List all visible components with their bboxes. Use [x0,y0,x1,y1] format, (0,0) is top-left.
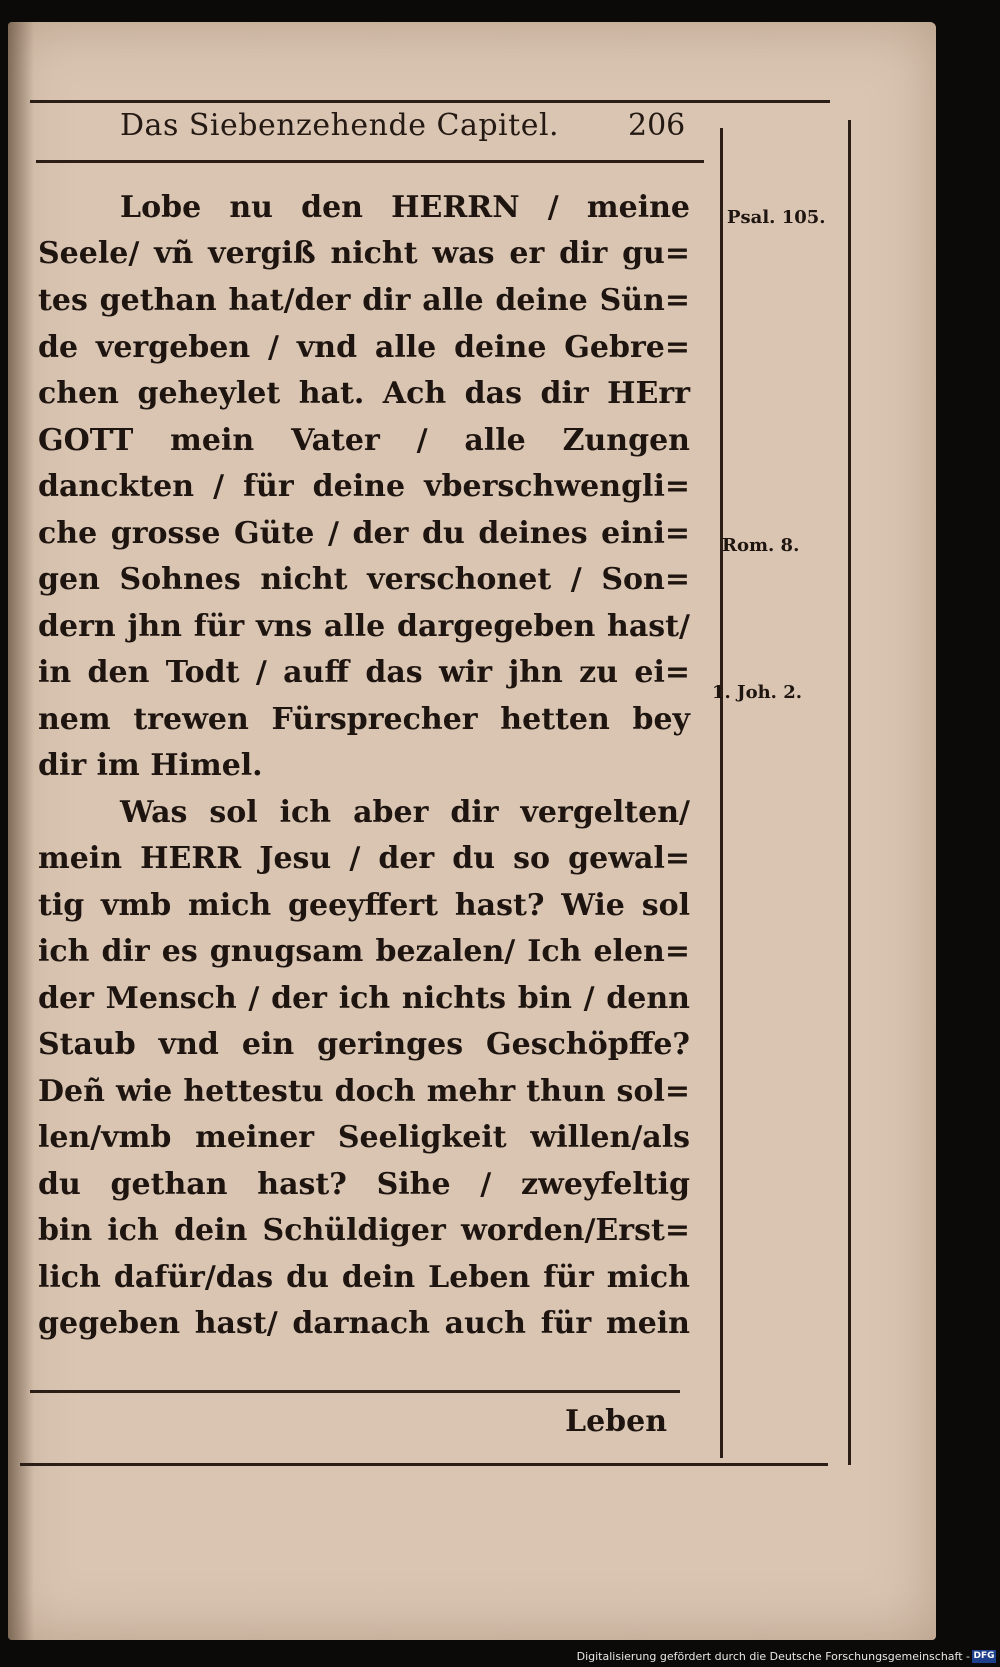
catchword: Leben [565,1404,668,1439]
text-line: GOTT mein Vater / alle Zungen [38,423,690,458]
bottom-frame-rule [20,1463,828,1466]
text-line: dern jhn für vns alle dargegeben hast/ [38,609,690,644]
text-line: nem trewen Fürsprecher hetten bey [38,702,690,737]
text-line: dir im Himel. [38,748,263,783]
page-number: 206 [628,108,686,143]
dfg-logo: DFG [973,1651,995,1661]
text-line: Lobe nu den HERRN / meine [120,190,690,225]
text-line: der Mensch / der ich nichts bin / denn [38,981,690,1016]
header-underline-rule [36,160,704,163]
marginal-reference-romans: Rom. 8. [722,535,800,556]
text-line: ich dir es gnugsam bezalen/ Ich elen= [38,934,690,969]
text-line: mein HERR Jesu / der du so gewal= [38,841,690,876]
digitization-credit: Digitalisierung gefördert durch die Deutsche Forschungsgemeinschaft - [576,1650,970,1663]
text-line: len/vmb meiner Seeligkeit willen/als [38,1120,690,1155]
text-line: in den Todt / auff das wir jhn zu ei= [38,655,690,690]
text-line: de vergeben / vnd alle deine Gebre= [38,330,690,365]
top-frame-rule [30,100,830,103]
column-divider-rule [720,128,723,1458]
text-line: lich dafür/das du dein Leben für mich [38,1260,690,1295]
text-line: Was sol ich aber dir vergelten/ [120,795,690,830]
text-line: bin ich dein Schüldiger worden/Erst= [38,1213,690,1248]
text-line: chen geheylet hat. Ach das dir HErr [38,376,690,411]
text-line: gen Sohnes nicht verschonet / Son= [38,562,690,597]
text-bottom-rule [30,1390,680,1393]
spine-shadow [8,22,34,1640]
text-line: Seele/ vñ vergiß nicht was er dir gu= [38,236,690,271]
text-line: du gethan hast? Sihe / zweyfeltig [38,1167,690,1202]
text-line: che grosse Güte / der du deines eini= [38,516,690,551]
text-line: danckten / für deine vberschwengli= [38,469,690,504]
text-line: Deñ wie hettestu doch mehr thun sol= [38,1074,690,1109]
running-header-title: Das Siebenzehende Capitel. [120,108,560,143]
text-line: tig vmb mich geeyffert hast? Wie sol [38,888,690,923]
right-frame-rule [848,120,851,1465]
text-line: Staub vnd ein geringes Geschöpffe? [38,1027,690,1062]
text-line: tes gethan hat/der dir alle deine Sün= [38,283,690,318]
marginal-reference-john: 1. Joh. 2. [712,682,802,703]
marginal-reference-psalm: Psal. 105. [727,207,826,228]
text-line: gegeben hast/ darnach auch für mein [38,1306,690,1341]
